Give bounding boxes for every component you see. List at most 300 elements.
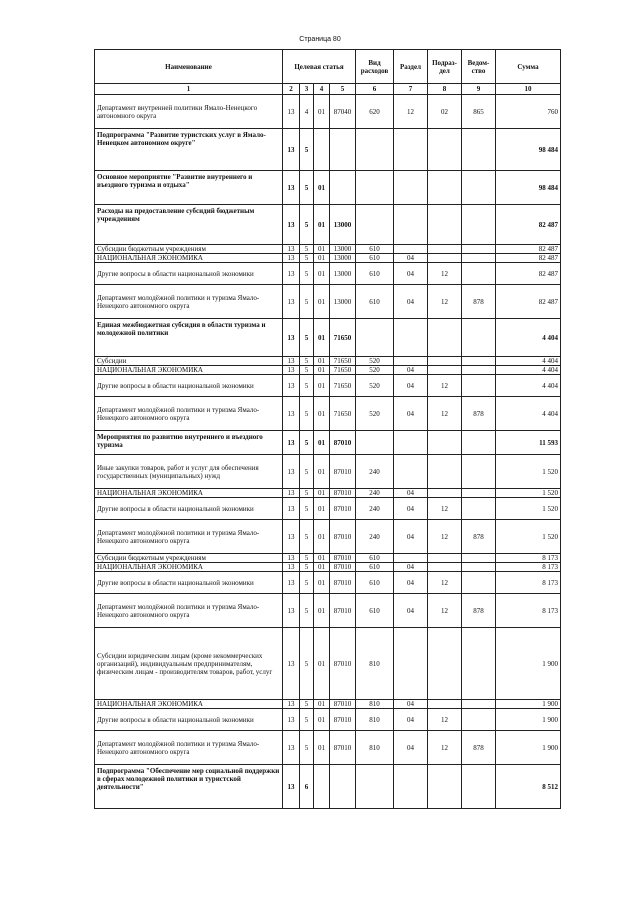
row-subsection xyxy=(428,319,462,357)
row-subprogram: 5 xyxy=(300,397,314,431)
row-name: Подпрограмма "Развитие туристских услуг в Ямало-Ненецком автономном округе" xyxy=(95,129,283,171)
row-department: 878 xyxy=(462,594,496,628)
row-name: Департамент молодёжной политики и туризма Ямало-Ненецкого автономного округа xyxy=(95,397,283,431)
row-name: НАЦИОНАЛЬНАЯ ЭКОНОМИКА xyxy=(95,489,283,498)
row-program: 13 xyxy=(283,397,300,431)
row-section xyxy=(394,431,428,455)
row-department xyxy=(462,431,496,455)
row-amount: 1 520 xyxy=(496,498,561,520)
row-program: 13 xyxy=(283,731,300,765)
row-direction: 87010 xyxy=(330,563,356,572)
row-expense-type: 620 xyxy=(356,95,394,129)
row-program: 13 xyxy=(283,171,300,205)
row-direction: 71650 xyxy=(330,366,356,375)
row-name: Департамент молодёжной политики и туризма Ямало-Ненецкого автономного округа xyxy=(95,520,283,554)
row-name: НАЦИОНАЛЬНАЯ ЭКОНОМИКА xyxy=(95,563,283,572)
row-section: 04 xyxy=(394,285,428,319)
row-name: Другие вопросы в области национальной экономики xyxy=(95,375,283,397)
row-subsection xyxy=(428,455,462,489)
table-row xyxy=(95,95,561,129)
row-subprogram: 4 xyxy=(300,95,314,129)
table-row xyxy=(95,357,561,366)
row-subsection: 12 xyxy=(428,572,462,594)
row-subsection: 12 xyxy=(428,263,462,285)
row-expense-type xyxy=(356,431,394,455)
col-number: 2 xyxy=(283,84,300,95)
table-row xyxy=(95,375,561,397)
table-row xyxy=(95,455,561,489)
column-number-row xyxy=(95,84,561,95)
row-amount: 82 487 xyxy=(496,245,561,254)
row-measure: 01 xyxy=(314,628,330,700)
row-subsection: 12 xyxy=(428,594,462,628)
row-department xyxy=(462,700,496,709)
row-subsection: 12 xyxy=(428,498,462,520)
row-subprogram: 6 xyxy=(300,765,314,809)
row-subprogram: 5 xyxy=(300,431,314,455)
row-amount: 4 404 xyxy=(496,397,561,431)
row-department xyxy=(462,498,496,520)
row-name: Другие вопросы в области национальной экономики xyxy=(95,498,283,520)
row-expense-type: 240 xyxy=(356,455,394,489)
row-subsection xyxy=(428,245,462,254)
row-amount: 8 173 xyxy=(496,563,561,572)
table-row xyxy=(95,498,561,520)
row-name: Другие вопросы в области национальной экономики xyxy=(95,709,283,731)
row-amount: 1 900 xyxy=(496,628,561,700)
row-amount: 82 487 xyxy=(496,254,561,263)
row-measure: 01 xyxy=(314,431,330,455)
row-direction xyxy=(330,765,356,809)
row-subprogram: 5 xyxy=(300,700,314,709)
row-measure: 01 xyxy=(314,709,330,731)
table-row xyxy=(95,397,561,431)
row-section: 04 xyxy=(394,254,428,263)
header-vedomstvo: Ведом-ство xyxy=(462,50,496,84)
row-expense-type: 610 xyxy=(356,254,394,263)
row-section xyxy=(394,765,428,809)
table-row xyxy=(95,594,561,628)
row-program: 13 xyxy=(283,455,300,489)
row-expense-type: 610 xyxy=(356,554,394,563)
row-direction: 13000 xyxy=(330,245,356,254)
row-direction: 13000 xyxy=(330,285,356,319)
row-amount: 82 487 xyxy=(496,285,561,319)
row-amount: 4 404 xyxy=(496,375,561,397)
row-section: 04 xyxy=(394,572,428,594)
row-program: 13 xyxy=(283,285,300,319)
row-program: 13 xyxy=(283,572,300,594)
row-subsection xyxy=(428,554,462,563)
row-direction: 87010 xyxy=(330,554,356,563)
row-department xyxy=(462,357,496,366)
table-row xyxy=(95,765,561,809)
col-number: 1 xyxy=(95,84,283,95)
row-program: 13 xyxy=(283,263,300,285)
row-expense-type xyxy=(356,171,394,205)
row-section xyxy=(394,628,428,700)
row-program: 13 xyxy=(283,709,300,731)
row-department xyxy=(462,455,496,489)
col-number: 6 xyxy=(356,84,394,95)
header-row xyxy=(95,50,561,84)
row-subprogram: 5 xyxy=(300,563,314,572)
row-department xyxy=(462,554,496,563)
row-department: 878 xyxy=(462,731,496,765)
row-subsection xyxy=(428,765,462,809)
row-section: 12 xyxy=(394,95,428,129)
row-direction: 87010 xyxy=(330,572,356,594)
row-department xyxy=(462,765,496,809)
row-measure: 01 xyxy=(314,397,330,431)
row-subsection xyxy=(428,205,462,245)
row-subsection: 12 xyxy=(428,520,462,554)
row-subprogram: 5 xyxy=(300,572,314,594)
row-program: 13 xyxy=(283,431,300,455)
col-number: 7 xyxy=(394,84,428,95)
row-section: 04 xyxy=(394,520,428,554)
row-name: НАЦИОНАЛЬНАЯ ЭКОНОМИКА xyxy=(95,254,283,263)
row-subsection xyxy=(428,431,462,455)
table-row xyxy=(95,129,561,171)
row-measure xyxy=(314,129,330,171)
table-row xyxy=(95,254,561,263)
row-department xyxy=(462,375,496,397)
row-section xyxy=(394,455,428,489)
row-measure: 01 xyxy=(314,563,330,572)
row-section xyxy=(394,129,428,171)
table-row xyxy=(95,700,561,709)
row-measure: 01 xyxy=(314,731,330,765)
row-subsection: 12 xyxy=(428,397,462,431)
row-direction: 71650 xyxy=(330,319,356,357)
row-name: Департамент внутренней политики Ямало-Ненецкого автономного округа xyxy=(95,95,283,129)
row-subprogram: 5 xyxy=(300,375,314,397)
row-department: 865 xyxy=(462,95,496,129)
table-row xyxy=(95,263,561,285)
row-subsection: 02 xyxy=(428,95,462,129)
table-row xyxy=(95,319,561,357)
row-department xyxy=(462,366,496,375)
row-expense-type: 240 xyxy=(356,520,394,554)
row-subsection xyxy=(428,366,462,375)
row-direction: 87010 xyxy=(330,498,356,520)
row-direction: 87010 xyxy=(330,628,356,700)
row-subsection xyxy=(428,254,462,263)
row-subprogram: 5 xyxy=(300,731,314,765)
table-row xyxy=(95,628,561,700)
row-department xyxy=(462,171,496,205)
row-section: 04 xyxy=(394,489,428,498)
row-expense-type: 520 xyxy=(356,397,394,431)
row-name: Департамент молодёжной политики и туризма Ямало-Ненецкого автономного округа xyxy=(95,285,283,319)
row-program: 13 xyxy=(283,205,300,245)
col-number: 5 xyxy=(330,84,356,95)
row-subprogram: 5 xyxy=(300,709,314,731)
row-name: Расходы на предоставление субсидий бюджетным учреждениям xyxy=(95,205,283,245)
row-measure: 01 xyxy=(314,498,330,520)
row-measure: 01 xyxy=(314,572,330,594)
row-measure: 01 xyxy=(314,554,330,563)
row-amount: 82 487 xyxy=(496,205,561,245)
row-amount: 1 520 xyxy=(496,455,561,489)
row-amount: 4 404 xyxy=(496,366,561,375)
row-measure: 01 xyxy=(314,319,330,357)
row-name: Основное мероприятие "Развитие внутреннего и въездного туризма и отдыха" xyxy=(95,171,283,205)
table-body xyxy=(95,95,561,809)
row-measure: 01 xyxy=(314,375,330,397)
row-name: Другие вопросы в области национальной экономики xyxy=(95,572,283,594)
row-amount: 1 900 xyxy=(496,731,561,765)
table-row xyxy=(95,489,561,498)
row-measure: 01 xyxy=(314,357,330,366)
row-direction: 87010 xyxy=(330,731,356,765)
row-amount: 4 404 xyxy=(496,319,561,357)
row-subprogram: 5 xyxy=(300,366,314,375)
table-row xyxy=(95,731,561,765)
row-department xyxy=(462,628,496,700)
row-amount: 8 173 xyxy=(496,594,561,628)
row-expense-type: 810 xyxy=(356,731,394,765)
row-section: 04 xyxy=(394,709,428,731)
row-department xyxy=(462,245,496,254)
row-direction: 13000 xyxy=(330,254,356,263)
row-subsection: 12 xyxy=(428,375,462,397)
table-row xyxy=(95,366,561,375)
row-department xyxy=(462,563,496,572)
row-section: 04 xyxy=(394,263,428,285)
row-department: 878 xyxy=(462,397,496,431)
row-program: 13 xyxy=(283,254,300,263)
row-program: 13 xyxy=(283,245,300,254)
header-summa: Сумма xyxy=(496,50,561,84)
row-direction: 87010 xyxy=(330,431,356,455)
row-program: 13 xyxy=(283,563,300,572)
row-direction xyxy=(330,171,356,205)
table-row xyxy=(95,709,561,731)
row-program: 13 xyxy=(283,520,300,554)
row-subprogram: 5 xyxy=(300,594,314,628)
row-expense-type: 810 xyxy=(356,700,394,709)
row-amount: 8 173 xyxy=(496,554,561,563)
table-row xyxy=(95,563,561,572)
row-direction: 71650 xyxy=(330,375,356,397)
row-measure: 01 xyxy=(314,520,330,554)
row-amount: 82 487 xyxy=(496,263,561,285)
row-measure: 01 xyxy=(314,95,330,129)
row-section: 04 xyxy=(394,498,428,520)
row-program: 13 xyxy=(283,366,300,375)
row-name: Департамент молодёжной политики и туризма Ямало-Ненецкого автономного округа xyxy=(95,594,283,628)
row-subprogram: 5 xyxy=(300,129,314,171)
row-direction: 87010 xyxy=(330,709,356,731)
row-expense-type: 610 xyxy=(356,563,394,572)
row-measure: 01 xyxy=(314,245,330,254)
row-subprogram: 5 xyxy=(300,628,314,700)
row-program: 13 xyxy=(283,357,300,366)
row-name: НАЦИОНАЛЬНАЯ ЭКОНОМИКА xyxy=(95,366,283,375)
row-direction: 87010 xyxy=(330,594,356,628)
table-row xyxy=(95,572,561,594)
row-subprogram: 5 xyxy=(300,520,314,554)
row-name: Субсидии xyxy=(95,357,283,366)
row-subsection: 12 xyxy=(428,709,462,731)
row-direction: 87010 xyxy=(330,520,356,554)
row-section xyxy=(394,554,428,563)
col-number: 10 xyxy=(496,84,561,95)
row-subprogram: 5 xyxy=(300,254,314,263)
row-program: 13 xyxy=(283,489,300,498)
row-name: Единая межбюджетная субсидия в области туризма и молодежной политики xyxy=(95,319,283,357)
row-measure: 01 xyxy=(314,700,330,709)
row-expense-type: 810 xyxy=(356,628,394,700)
row-program: 13 xyxy=(283,498,300,520)
row-subprogram: 5 xyxy=(300,245,314,254)
row-program: 13 xyxy=(283,129,300,171)
row-direction: 87040 xyxy=(330,95,356,129)
row-name: Подпрограмма "Обеспечение мер социальной поддержки в сферах молодежной политики и туристской деятельности" xyxy=(95,765,283,809)
row-name: Мероприятия по развитию внутреннего и въездного туризма xyxy=(95,431,283,455)
row-name: Департамент молодёжной политики и туризма Ямало-Ненецкого автономного округа xyxy=(95,731,283,765)
table-row xyxy=(95,205,561,245)
row-subsection xyxy=(428,628,462,700)
row-subsection xyxy=(428,489,462,498)
row-expense-type xyxy=(356,765,394,809)
row-expense-type: 610 xyxy=(356,285,394,319)
row-amount: 8 173 xyxy=(496,572,561,594)
row-department: 878 xyxy=(462,285,496,319)
row-section xyxy=(394,245,428,254)
header-name: Наименование xyxy=(95,50,283,84)
page-number: Страница 80 xyxy=(299,36,341,43)
row-subprogram: 5 xyxy=(300,171,314,205)
row-amount: 760 xyxy=(496,95,561,129)
table-row xyxy=(95,285,561,319)
table-row xyxy=(95,245,561,254)
row-measure: 01 xyxy=(314,263,330,285)
row-department xyxy=(462,263,496,285)
row-subprogram: 5 xyxy=(300,498,314,520)
row-measure: 01 xyxy=(314,171,330,205)
row-program: 13 xyxy=(283,628,300,700)
row-name: Субсидии бюджетным учреждениям xyxy=(95,554,283,563)
row-subprogram: 5 xyxy=(300,455,314,489)
table-row xyxy=(95,171,561,205)
row-expense-type: 810 xyxy=(356,709,394,731)
row-expense-type: 610 xyxy=(356,572,394,594)
row-expense-type: 240 xyxy=(356,498,394,520)
row-amount: 98 484 xyxy=(496,171,561,205)
row-subsection xyxy=(428,700,462,709)
row-program: 13 xyxy=(283,765,300,809)
row-measure: 01 xyxy=(314,455,330,489)
row-direction xyxy=(330,129,356,171)
row-amount: 1 520 xyxy=(496,520,561,554)
row-subprogram: 5 xyxy=(300,319,314,357)
row-subsection xyxy=(428,129,462,171)
row-section: 04 xyxy=(394,563,428,572)
row-subprogram: 5 xyxy=(300,263,314,285)
row-program: 13 xyxy=(283,375,300,397)
header-vid: Вид расходов xyxy=(356,50,394,84)
row-program: 13 xyxy=(283,700,300,709)
row-subprogram: 5 xyxy=(300,357,314,366)
row-department xyxy=(462,205,496,245)
table-row xyxy=(95,520,561,554)
row-direction: 71650 xyxy=(330,357,356,366)
col-number: 3 xyxy=(300,84,314,95)
row-department: 878 xyxy=(462,520,496,554)
row-expense-type xyxy=(356,205,394,245)
row-direction: 71650 xyxy=(330,397,356,431)
row-measure: 01 xyxy=(314,205,330,245)
row-subsection xyxy=(428,563,462,572)
col-number: 8 xyxy=(428,84,462,95)
row-subsection xyxy=(428,357,462,366)
row-program: 13 xyxy=(283,594,300,628)
row-expense-type: 610 xyxy=(356,263,394,285)
header-podrazdel: Подраз-дел xyxy=(428,50,462,84)
row-section: 04 xyxy=(394,594,428,628)
row-measure xyxy=(314,765,330,809)
row-name: Другие вопросы в области национальной экономики xyxy=(95,263,283,285)
row-section: 04 xyxy=(394,397,428,431)
table-row xyxy=(95,431,561,455)
row-subprogram: 5 xyxy=(300,205,314,245)
row-expense-type: 240 xyxy=(356,489,394,498)
row-expense-type: 520 xyxy=(356,366,394,375)
row-direction: 13000 xyxy=(330,263,356,285)
row-subsection xyxy=(428,171,462,205)
row-section: 04 xyxy=(394,366,428,375)
header-razdel: Раздел xyxy=(394,50,428,84)
row-department xyxy=(462,254,496,263)
row-amount: 1 900 xyxy=(496,709,561,731)
row-department xyxy=(462,129,496,171)
row-department xyxy=(462,572,496,594)
row-section: 04 xyxy=(394,375,428,397)
row-section xyxy=(394,171,428,205)
row-direction: 87010 xyxy=(330,700,356,709)
row-name: Иные закупки товаров, работ и услуг для обеспечения государственных (муниципальных) нужд xyxy=(95,455,283,489)
row-expense-type: 610 xyxy=(356,594,394,628)
row-amount: 4 404 xyxy=(496,357,561,366)
row-measure: 01 xyxy=(314,594,330,628)
row-department xyxy=(462,709,496,731)
row-program: 13 xyxy=(283,554,300,563)
row-amount: 1 520 xyxy=(496,489,561,498)
row-name: НАЦИОНАЛЬНАЯ ЭКОНОМИКА xyxy=(95,700,283,709)
row-amount: 11 593 xyxy=(496,431,561,455)
row-amount: 8 512 xyxy=(496,765,561,809)
col-number: 4 xyxy=(314,84,330,95)
row-name: Субсидии юридическим лицам (кроме некоммерческих организаций), индивидуальным предпринимателям, физическим лицам - производителям товаров, работ, услуг xyxy=(95,628,283,700)
row-expense-type: 520 xyxy=(356,375,394,397)
row-program: 13 xyxy=(283,319,300,357)
row-expense-type xyxy=(356,129,394,171)
row-direction: 87010 xyxy=(330,489,356,498)
row-section xyxy=(394,357,428,366)
row-program: 13 xyxy=(283,95,300,129)
row-measure: 01 xyxy=(314,285,330,319)
row-department xyxy=(462,319,496,357)
row-section: 04 xyxy=(394,731,428,765)
table-row xyxy=(95,554,561,563)
row-expense-type xyxy=(356,319,394,357)
row-amount: 98 484 xyxy=(496,129,561,171)
budget-table xyxy=(94,49,561,809)
row-subprogram: 5 xyxy=(300,554,314,563)
